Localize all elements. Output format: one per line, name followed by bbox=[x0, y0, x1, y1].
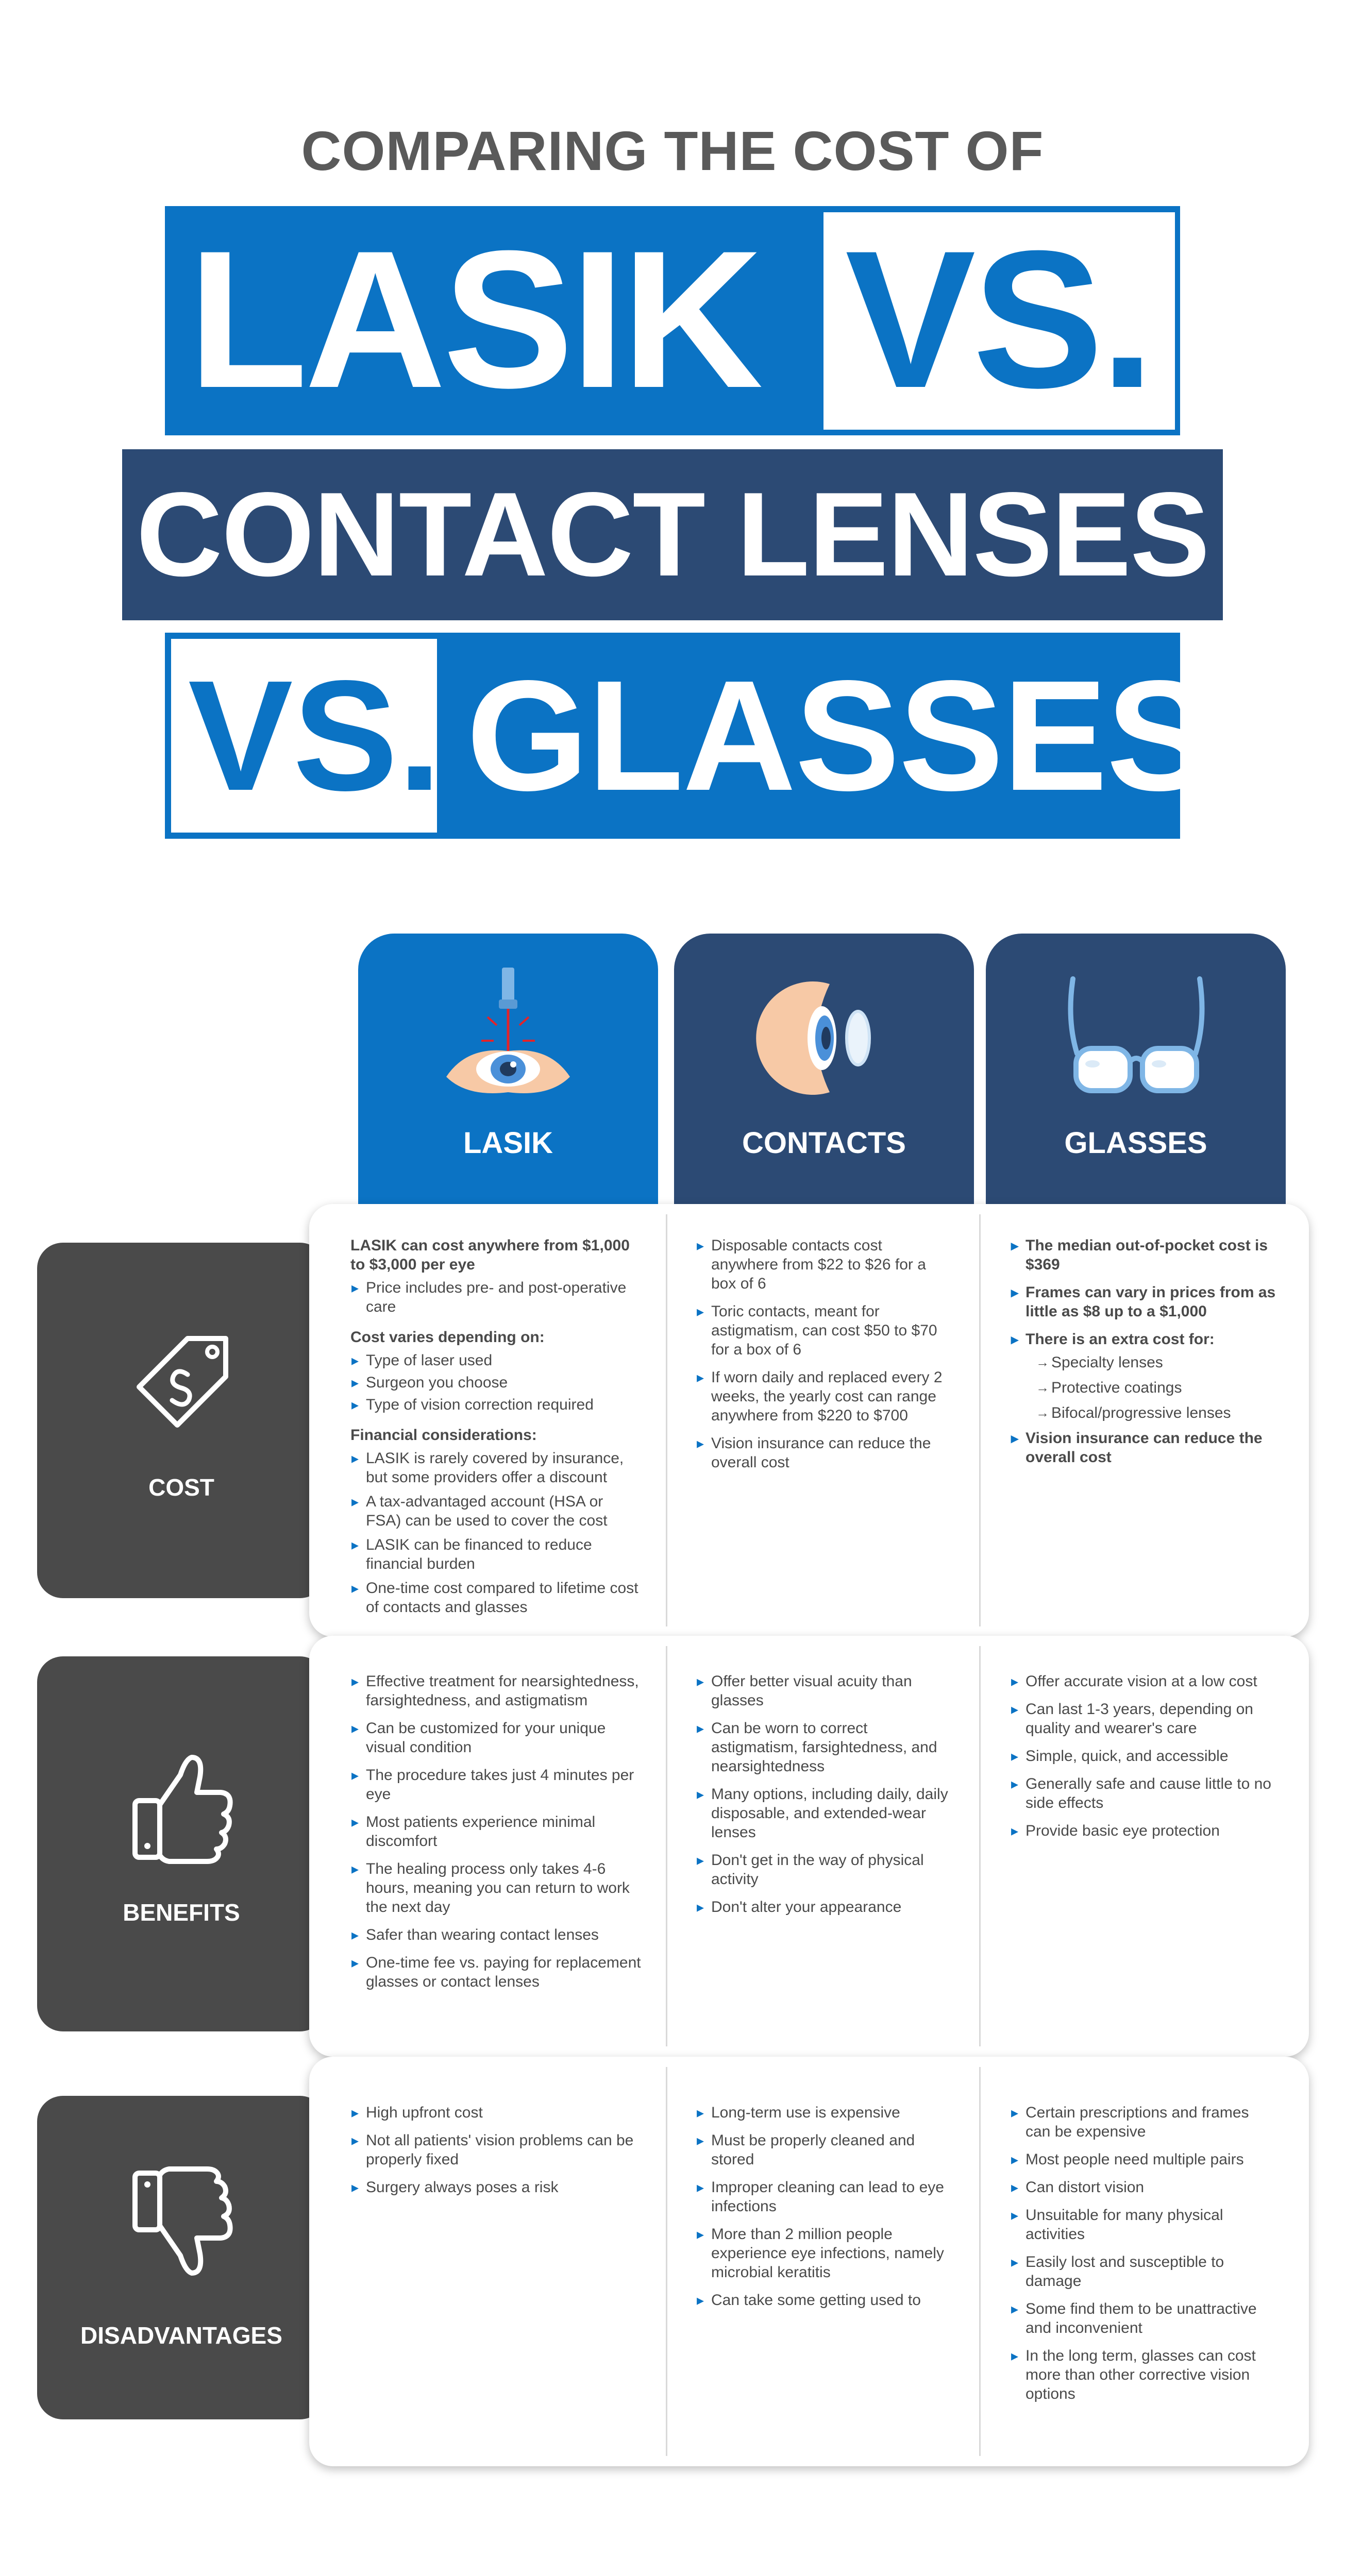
list-item: ▸ Vision insurance can reduce the overall cost bbox=[696, 1434, 953, 1472]
list-item: ▸ Can be customized for your unique visual condition bbox=[350, 1719, 642, 1757]
thumbs-up-icon bbox=[120, 1739, 243, 1873]
list-item: ▸ The median out-of-pocket cost is $369 bbox=[1010, 1236, 1278, 1274]
eyeglasses-icon bbox=[1062, 963, 1211, 1108]
disadvantages-panel bbox=[309, 2057, 1309, 2466]
list-item: ▸ Simple, quick, and accessible bbox=[1010, 1747, 1278, 1766]
list-item: ▸ The procedure takes just 4 minutes per eye bbox=[350, 1766, 642, 1804]
list-item: ▸ Most patients experience minimal discomfort bbox=[350, 1812, 642, 1851]
list-item: ▸ Safer than wearing contact lenses bbox=[350, 1925, 642, 1944]
column-divider bbox=[979, 1214, 981, 1626]
title-vs-1: VS. bbox=[845, 210, 1152, 429]
list-item: → Protective coatings bbox=[1010, 1378, 1278, 1397]
title-vs-2: VS. bbox=[188, 648, 442, 823]
column-divider bbox=[666, 2067, 667, 2456]
column-label-glasses: GLASSES bbox=[1064, 1126, 1207, 1160]
list-item: ▸ Type of laser used bbox=[350, 1351, 639, 1370]
list-item: ▸ Surgery always poses a risk bbox=[350, 2178, 642, 2197]
list-item: ▸ If worn daily and replaced every 2 weeks, the yearly cost can range anywhere from $220 to $700 bbox=[696, 1368, 953, 1425]
list-item: → Specialty lenses bbox=[1010, 1353, 1278, 1372]
column-label-lasik: LASIK bbox=[463, 1126, 553, 1160]
list-item: ▸ Must be properly cleaned and stored bbox=[696, 2131, 953, 2169]
header-subtitle: COMPARING THE COST OF bbox=[301, 120, 1044, 182]
column-divider bbox=[666, 1214, 667, 1626]
list-item: ▸ Frames can vary in prices from as little as $8 up to a $1,000 bbox=[1010, 1283, 1278, 1321]
row-label-cost-text: COST bbox=[148, 1474, 214, 1501]
list-item: ▸ One-time cost compared to lifetime cost of contacts and glasses bbox=[350, 1579, 639, 1617]
list-item: ▸ In the long term, glasses can cost more than other corrective vision options bbox=[1010, 2346, 1278, 2403]
list-item: ▸ Don't get in the way of physical activity bbox=[696, 1851, 953, 1889]
list-item: ▸ Offer accurate vision at a low cost bbox=[1010, 1672, 1278, 1691]
list-item: ▸ Can be worn to correct astigmatism, farsightedness, and nearsightedness bbox=[696, 1719, 953, 1776]
list-item: ▸ Price includes pre- and post-operative care bbox=[350, 1278, 639, 1316]
list-item: ▸ Unsuitable for many physical activities bbox=[1010, 2206, 1278, 2244]
list-item: ▸ Effective treatment for nearsightedness, farsightedness, and astigmatism bbox=[350, 1672, 642, 1710]
price-tag-icon bbox=[120, 1320, 243, 1444]
cost-contacts-cell bbox=[696, 1236, 953, 1481]
title-contact-lenses: CONTACT LENSES bbox=[136, 468, 1209, 601]
benefits-glasses-cell bbox=[1010, 1672, 1278, 1849]
list-item: ▸ A tax-advantaged account (HSA or FSA) can be used to cover the cost bbox=[350, 1492, 639, 1530]
list-item: ▸ LASIK is rarely covered by insurance, but some providers offer a discount bbox=[350, 1449, 639, 1487]
list-item: → Bifocal/progressive lenses bbox=[1010, 1403, 1278, 1422]
list-item: ▸ Disposable contacts cost anywhere from $22 to $26 for a box of 6 bbox=[696, 1236, 953, 1293]
list-item: ▸ The healing process only takes 4-6 hours, meaning you can return to work the next day bbox=[350, 1859, 642, 1917]
benefits-lasik-cell bbox=[350, 1672, 642, 2000]
list-item: ▸ Some find them to be unattractive and inconvenient bbox=[1010, 2299, 1278, 2337]
list-item: ▸ Certain prescriptions and frames can be expensive bbox=[1010, 2103, 1278, 2141]
list-item: ▸ Most people need multiple pairs bbox=[1010, 2150, 1278, 2169]
row-label-cost bbox=[37, 1243, 326, 1598]
list-item: ▸ Long-term use is expensive bbox=[696, 2103, 953, 2122]
cost-lasik-financial-head: Financial considerations: bbox=[350, 1427, 537, 1444]
list-item: ▸ Can distort vision bbox=[1010, 2178, 1278, 2197]
benefits-contacts-cell bbox=[696, 1672, 953, 1925]
list-item: ▸ Surgeon you choose bbox=[350, 1373, 639, 1392]
column-divider bbox=[979, 2067, 981, 2456]
row-label-disadvantages bbox=[37, 2096, 326, 2419]
list-item: ▸ Generally safe and cause little to no side effects bbox=[1010, 1774, 1278, 1812]
contact-lens-eye-icon bbox=[752, 963, 897, 1108]
cost-lasik-cell bbox=[350, 1236, 639, 1622]
column-divider bbox=[979, 1646, 981, 2046]
cost-glasses-cell bbox=[1010, 1236, 1278, 1476]
list-item: ▸ Can last 1-3 years, depending on quality and wearer's care bbox=[1010, 1700, 1278, 1738]
list-item: ▸ There is an extra cost for: bbox=[1010, 1330, 1278, 1349]
list-item: ▸ One-time fee vs. paying for replacement glasses or contact lenses bbox=[350, 1953, 642, 1991]
list-item: ▸ Offer better visual acuity than glasses bbox=[696, 1672, 953, 1710]
list-item: ▸ Don't alter your appearance bbox=[696, 1897, 953, 1917]
row-label-benefits bbox=[37, 1656, 326, 2031]
laser-eye-icon bbox=[436, 963, 580, 1108]
thumbs-down-icon bbox=[120, 2158, 243, 2292]
column-divider bbox=[666, 1646, 667, 2046]
disadvantages-glasses-cell bbox=[1010, 2103, 1278, 2412]
list-item: ▸ Vision insurance can reduce the overall cost bbox=[1010, 1429, 1278, 1467]
row-label-disadvantages-text: DISADVANTAGES bbox=[80, 2322, 282, 2349]
list-item: ▸ Not all patients' vision problems can be properly fixed bbox=[350, 2131, 642, 2169]
title-lasik: LASIK bbox=[188, 210, 760, 429]
list-item: ▸ Many options, including daily, daily disposable, and extended-wear lenses bbox=[696, 1785, 953, 1842]
list-item: ▸ Toric contacts, meant for astigmatism, can cost $50 to $70 for a box of 6 bbox=[696, 1302, 953, 1359]
cost-lasik-varies-head: Cost varies depending on: bbox=[350, 1329, 545, 1346]
benefits-panel bbox=[309, 1636, 1309, 2057]
list-item: ▸ Provide basic eye protection bbox=[1010, 1821, 1278, 1840]
disadvantages-contacts-cell bbox=[696, 2103, 953, 2318]
list-item: ▸ Can take some getting used to bbox=[696, 2291, 953, 2310]
row-label-benefits-text: BENEFITS bbox=[123, 1899, 240, 1926]
list-item: ▸ Easily lost and susceptible to damage bbox=[1010, 2252, 1278, 2291]
cost-lasik-intro: LASIK can cost anywhere from $1,000 to $3,000 per eye bbox=[350, 1237, 630, 1273]
column-label-contacts: CONTACTS bbox=[742, 1126, 906, 1160]
list-item: ▸ Improper cleaning can lead to eye infections bbox=[696, 2178, 953, 2216]
title-glasses: GLASSES bbox=[466, 648, 1210, 823]
cost-panel bbox=[309, 1204, 1309, 1637]
disadvantages-lasik-cell bbox=[350, 2103, 642, 2206]
list-item: ▸ Type of vision correction required bbox=[350, 1395, 639, 1414]
list-item: ▸ High upfront cost bbox=[350, 2103, 642, 2122]
list-item: ▸ More than 2 million people experience eye infections, namely microbial keratitis bbox=[696, 2225, 953, 2282]
list-item: ▸ LASIK can be financed to reduce financial burden bbox=[350, 1535, 639, 1573]
